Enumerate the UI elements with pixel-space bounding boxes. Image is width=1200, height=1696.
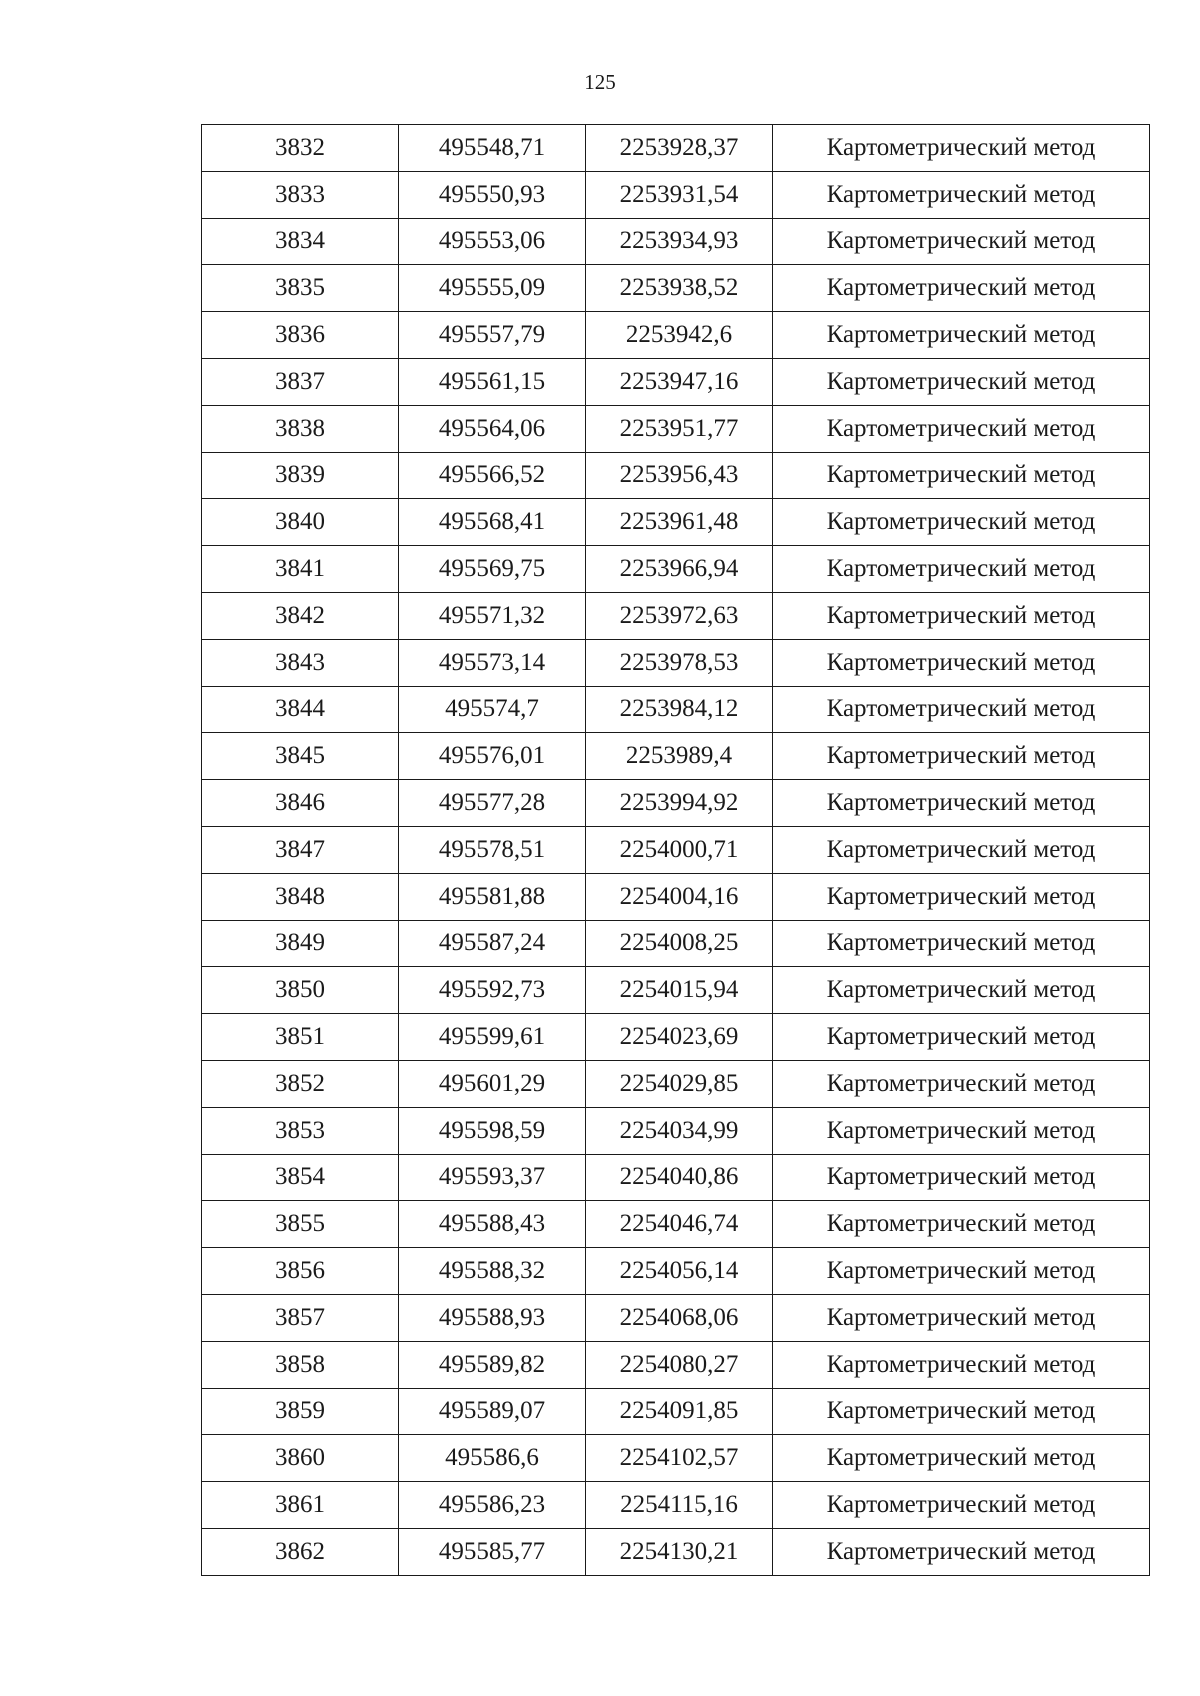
point-number-cell: 3838 [202,405,399,452]
table-row [202,686,1150,733]
y-coordinate-cell: 2253951,77 [586,405,773,452]
table-row [202,218,1150,265]
method-cell: Картометрический метод [773,1201,1150,1248]
method-cell: Картометрический метод [773,592,1150,639]
point-number-cell: 3844 [202,686,399,733]
point-number-cell: 3858 [202,1341,399,1388]
point-number-cell: 3851 [202,1014,399,1061]
table-row [202,826,1150,873]
table-row [202,312,1150,359]
method-cell: Картометрический метод [773,780,1150,827]
table-row [202,967,1150,1014]
method-cell: Картометрический метод [773,1154,1150,1201]
y-coordinate-cell: 2253989,4 [586,733,773,780]
y-coordinate-cell: 2254102,57 [586,1435,773,1482]
y-coordinate-cell: 2253972,63 [586,592,773,639]
x-coordinate-cell: 495555,09 [399,265,586,312]
point-number-cell: 3837 [202,358,399,405]
point-number-cell: 3839 [202,452,399,499]
y-coordinate-cell: 2253984,12 [586,686,773,733]
point-number-cell: 3856 [202,1248,399,1295]
method-cell: Картометрический метод [773,1435,1150,1482]
y-coordinate-cell: 2254004,16 [586,873,773,920]
table-row [202,499,1150,546]
x-coordinate-cell: 495589,07 [399,1388,586,1435]
point-number-cell: 3859 [202,1388,399,1435]
y-coordinate-cell: 2254034,99 [586,1107,773,1154]
method-cell: Картометрический метод [773,639,1150,686]
y-coordinate-cell: 2253978,53 [586,639,773,686]
point-number-cell: 3842 [202,592,399,639]
y-coordinate-cell: 2254040,86 [586,1154,773,1201]
method-cell: Картометрический метод [773,1248,1150,1295]
point-number-cell: 3850 [202,967,399,1014]
point-number-cell: 3852 [202,1060,399,1107]
method-cell: Картометрический метод [773,967,1150,1014]
table-row [202,452,1150,499]
x-coordinate-cell: 495577,28 [399,780,586,827]
y-coordinate-cell: 2253938,52 [586,265,773,312]
table-row [202,1294,1150,1341]
y-coordinate-cell: 2254029,85 [586,1060,773,1107]
point-number-cell: 3841 [202,546,399,593]
x-coordinate-cell: 495588,43 [399,1201,586,1248]
method-cell: Картометрический метод [773,499,1150,546]
method-cell: Картометрический метод [773,1294,1150,1341]
method-cell: Картометрический метод [773,1014,1150,1061]
y-coordinate-cell: 2254046,74 [586,1201,773,1248]
x-coordinate-cell: 495586,23 [399,1482,586,1529]
method-cell: Картометрический метод [773,1388,1150,1435]
point-number-cell: 3854 [202,1154,399,1201]
table-row [202,920,1150,967]
x-coordinate-cell: 495571,32 [399,592,586,639]
y-coordinate-cell: 2253934,93 [586,218,773,265]
table-row [202,1388,1150,1435]
method-cell: Картометрический метод [773,265,1150,312]
x-coordinate-cell: 495574,7 [399,686,586,733]
y-coordinate-cell: 2254068,06 [586,1294,773,1341]
x-coordinate-cell: 495599,61 [399,1014,586,1061]
x-coordinate-cell: 495568,41 [399,499,586,546]
method-cell: Картометрический метод [773,171,1150,218]
point-number-cell: 3843 [202,639,399,686]
method-cell: Картометрический метод [773,733,1150,780]
method-cell: Картометрический метод [773,826,1150,873]
method-cell: Картометрический метод [773,546,1150,593]
table-row [202,265,1150,312]
point-number-cell: 3860 [202,1435,399,1482]
y-coordinate-cell: 2254023,69 [586,1014,773,1061]
table-row [202,1528,1150,1575]
x-coordinate-cell: 495589,82 [399,1341,586,1388]
y-coordinate-cell: 2253947,16 [586,358,773,405]
x-coordinate-cell: 495578,51 [399,826,586,873]
table-row [202,405,1150,452]
y-coordinate-cell: 2254091,85 [586,1388,773,1435]
table-row [202,733,1150,780]
y-coordinate-cell: 2253928,37 [586,125,773,172]
x-coordinate-cell: 495564,06 [399,405,586,452]
table-row [202,358,1150,405]
table-row [202,1201,1150,1248]
method-cell: Картометрический метод [773,312,1150,359]
method-cell: Картометрический метод [773,686,1150,733]
table-row [202,780,1150,827]
point-number-cell: 3845 [202,733,399,780]
method-cell: Картометрический метод [773,452,1150,499]
point-number-cell: 3833 [202,171,399,218]
x-coordinate-cell: 495588,32 [399,1248,586,1295]
x-coordinate-cell: 495576,01 [399,733,586,780]
method-cell: Картометрический метод [773,1341,1150,1388]
coordinates-table-body [202,125,1150,1576]
method-cell: Картометрический метод [773,218,1150,265]
table-row [202,125,1150,172]
y-coordinate-cell: 2254130,21 [586,1528,773,1575]
table-row [202,1107,1150,1154]
table-row [202,1154,1150,1201]
table-row [202,171,1150,218]
y-coordinate-cell: 2253942,6 [586,312,773,359]
y-coordinate-cell: 2253994,92 [586,780,773,827]
x-coordinate-cell: 495553,06 [399,218,586,265]
table-row [202,546,1150,593]
y-coordinate-cell: 2254115,16 [586,1482,773,1529]
x-coordinate-cell: 495569,75 [399,546,586,593]
point-number-cell: 3855 [202,1201,399,1248]
table-row [202,1248,1150,1295]
table-row [202,639,1150,686]
x-coordinate-cell: 495550,93 [399,171,586,218]
y-coordinate-cell: 2254015,94 [586,967,773,1014]
method-cell: Картометрический метод [773,358,1150,405]
y-coordinate-cell: 2254056,14 [586,1248,773,1295]
method-cell: Картометрический метод [773,125,1150,172]
y-coordinate-cell: 2253966,94 [586,546,773,593]
table-row [202,1341,1150,1388]
x-coordinate-cell: 495581,88 [399,873,586,920]
table-row [202,592,1150,639]
x-coordinate-cell: 495593,37 [399,1154,586,1201]
point-number-cell: 3834 [202,218,399,265]
point-number-cell: 3849 [202,920,399,967]
point-number-cell: 3846 [202,780,399,827]
table-row [202,1060,1150,1107]
method-cell: Картометрический метод [773,920,1150,967]
x-coordinate-cell: 495585,77 [399,1528,586,1575]
method-cell: Картометрический метод [773,1482,1150,1529]
x-coordinate-cell: 495566,52 [399,452,586,499]
point-number-cell: 3840 [202,499,399,546]
table-row [202,1482,1150,1529]
point-number-cell: 3853 [202,1107,399,1154]
x-coordinate-cell: 495561,15 [399,358,586,405]
x-coordinate-cell: 495586,6 [399,1435,586,1482]
x-coordinate-cell: 495598,59 [399,1107,586,1154]
method-cell: Картометрический метод [773,1107,1150,1154]
method-cell: Картометрический метод [773,405,1150,452]
x-coordinate-cell: 495573,14 [399,639,586,686]
y-coordinate-cell: 2254080,27 [586,1341,773,1388]
point-number-cell: 3835 [202,265,399,312]
y-coordinate-cell: 2254000,71 [586,826,773,873]
point-number-cell: 3847 [202,826,399,873]
x-coordinate-cell: 495587,24 [399,920,586,967]
table-row [202,1014,1150,1061]
y-coordinate-cell: 2254008,25 [586,920,773,967]
point-number-cell: 3832 [202,125,399,172]
y-coordinate-cell: 2253961,48 [586,499,773,546]
coordinates-table [201,124,1150,1576]
y-coordinate-cell: 2253956,43 [586,452,773,499]
point-number-cell: 3848 [202,873,399,920]
table-row [202,873,1150,920]
point-number-cell: 3861 [202,1482,399,1529]
method-cell: Картометрический метод [773,873,1150,920]
x-coordinate-cell: 495557,79 [399,312,586,359]
page-number: 125 [584,70,616,94]
x-coordinate-cell: 495548,71 [399,125,586,172]
x-coordinate-cell: 495588,93 [399,1294,586,1341]
method-cell: Картометрический метод [773,1060,1150,1107]
method-cell: Картометрический метод [773,1528,1150,1575]
point-number-cell: 3857 [202,1294,399,1341]
table-row [202,1435,1150,1482]
y-coordinate-cell: 2253931,54 [586,171,773,218]
x-coordinate-cell: 495601,29 [399,1060,586,1107]
x-coordinate-cell: 495592,73 [399,967,586,1014]
point-number-cell: 3862 [202,1528,399,1575]
point-number-cell: 3836 [202,312,399,359]
